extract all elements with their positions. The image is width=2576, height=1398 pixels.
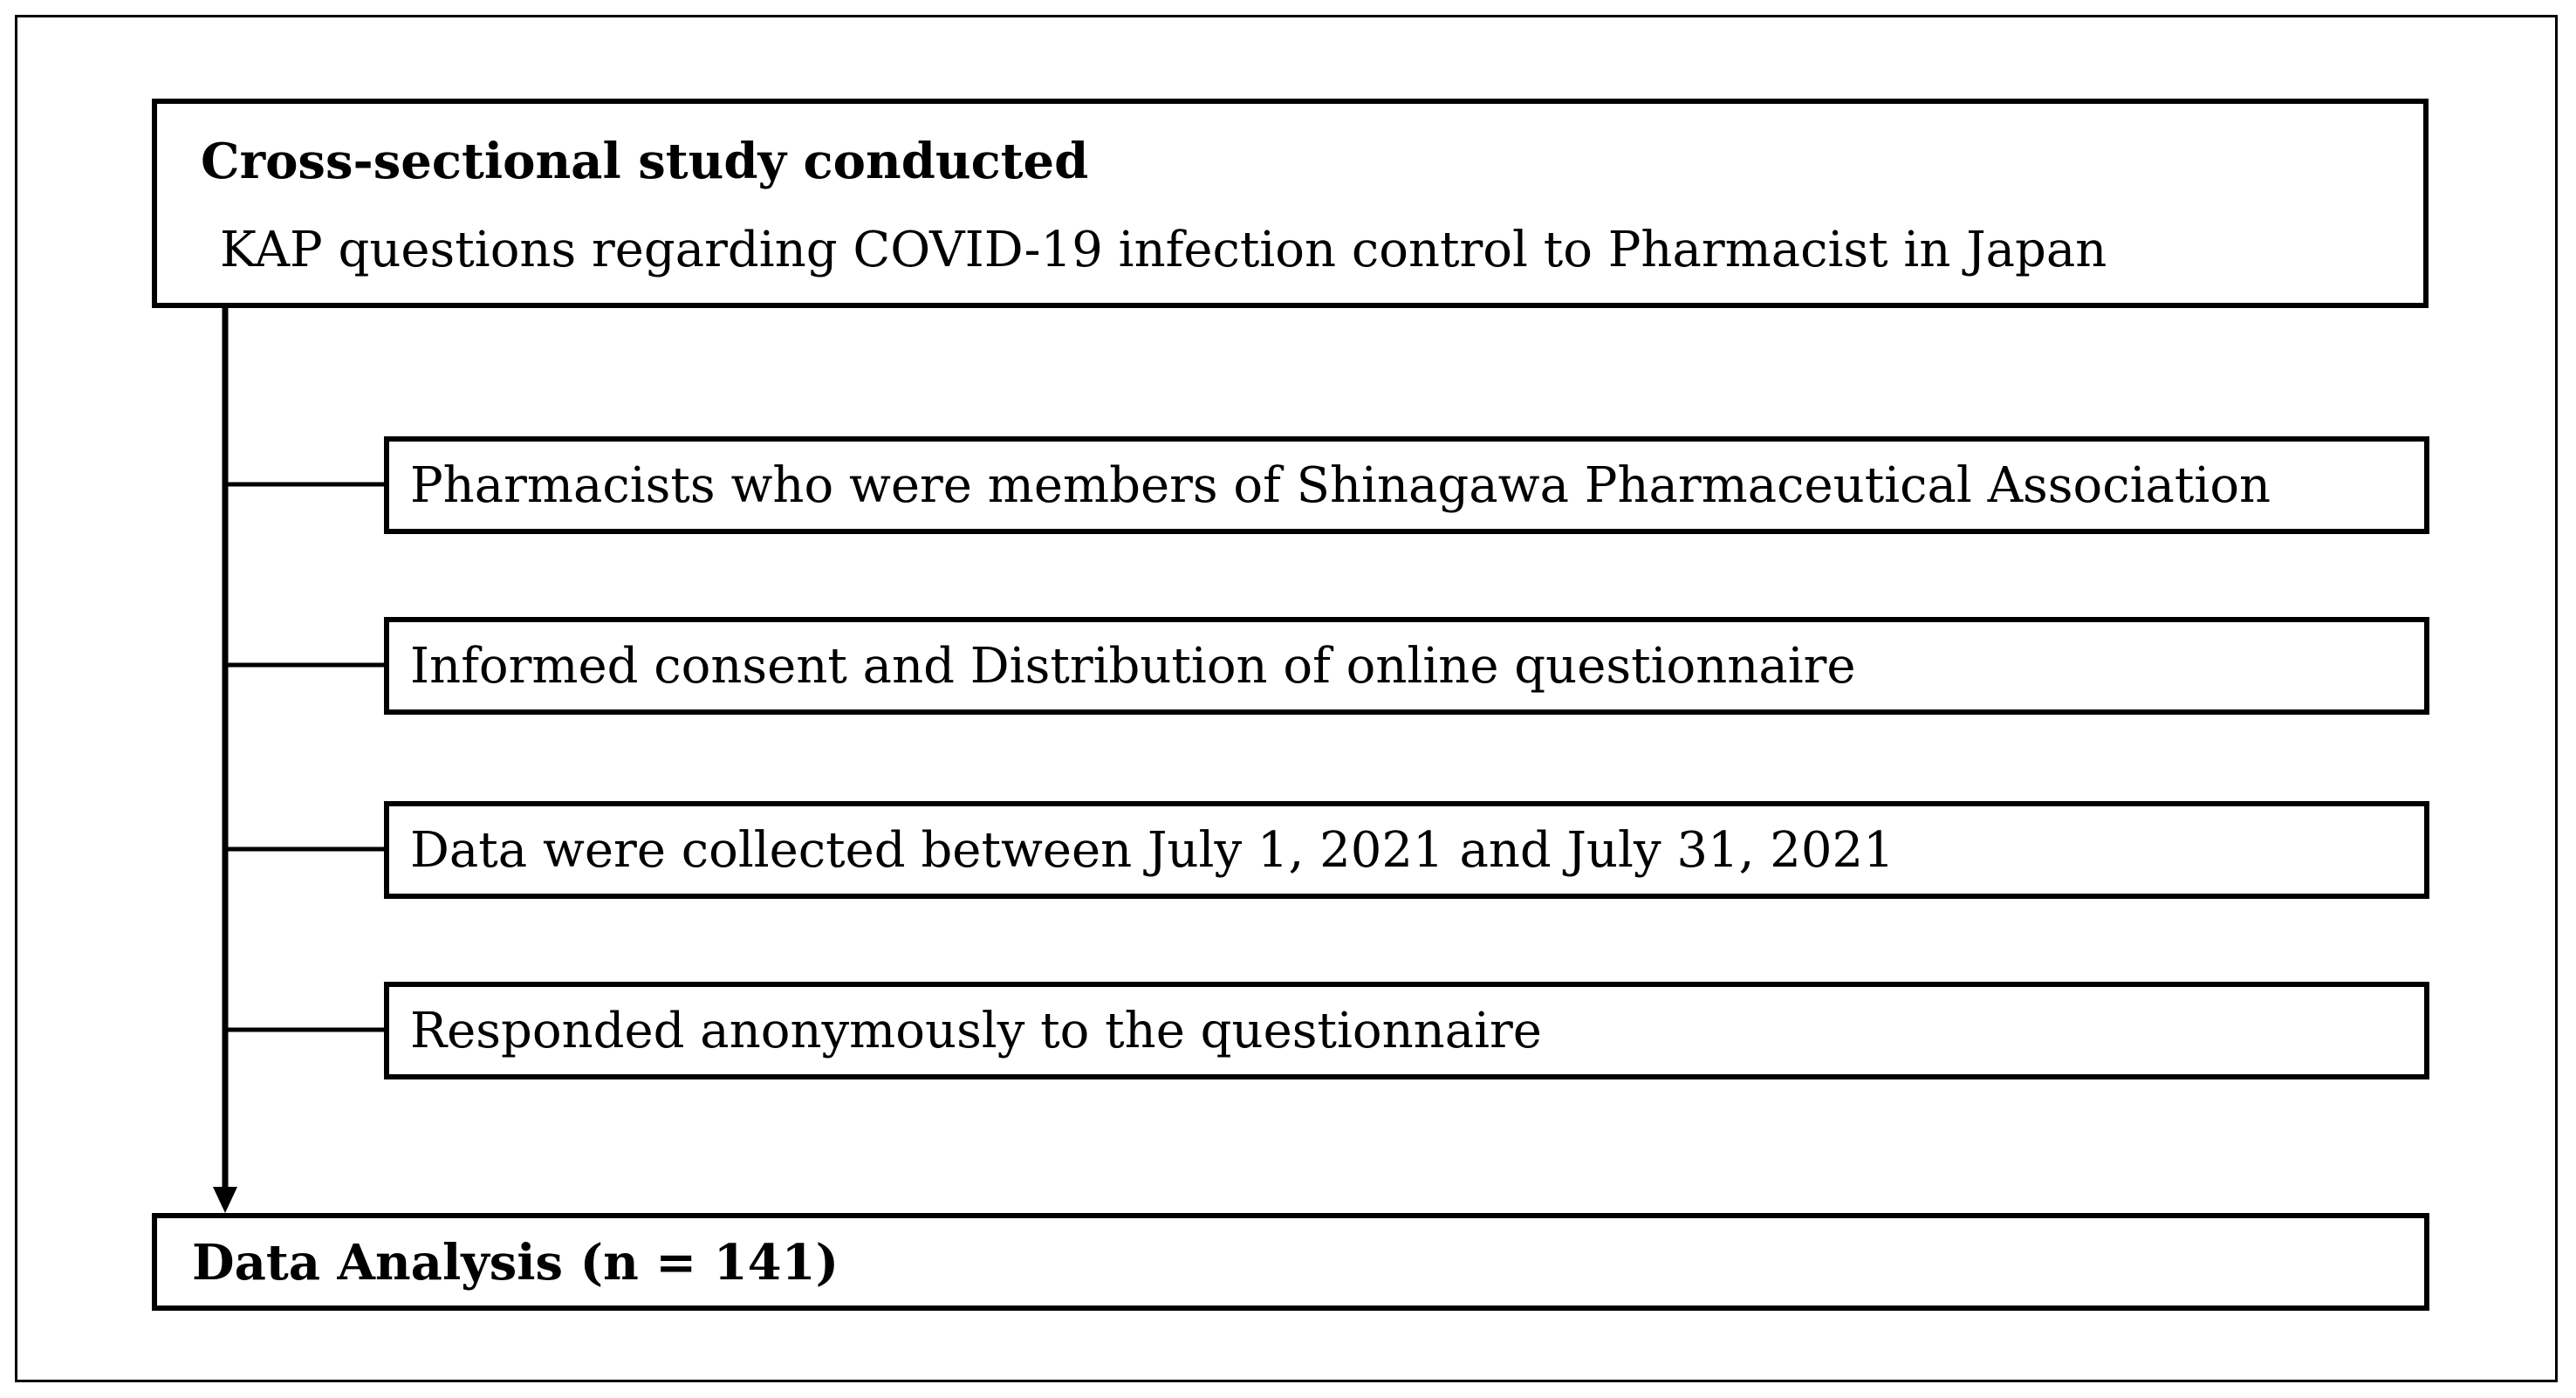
data-analysis-label: Data Analysis (n = 141) xyxy=(192,1234,839,1292)
step-box-participants xyxy=(384,436,2429,534)
study-design-subtitle: KAP questions regarding COVID-19 infection control to Pharmacist in Japan xyxy=(220,222,2107,278)
study-design-box xyxy=(152,99,2429,308)
study-design-title: Cross-sectional study conducted xyxy=(201,133,1089,190)
step-box-consent xyxy=(384,617,2429,715)
step-box-collection-period xyxy=(384,801,2429,899)
step-label: Informed consent and Distribution of online questionnaire xyxy=(410,638,1856,695)
step-label: Responded anonymously to the questionnaire xyxy=(410,1003,1542,1059)
step-label: Data were collected between July 1, 2021 and July 31, 2021 xyxy=(410,822,1894,879)
step-label: Pharmacists who were members of Shinagawa Pharmaceutical Association xyxy=(410,457,2271,514)
main-flow-arrowhead xyxy=(213,1187,237,1213)
step-box-response xyxy=(384,982,2429,1079)
data-analysis-box xyxy=(152,1213,2429,1311)
